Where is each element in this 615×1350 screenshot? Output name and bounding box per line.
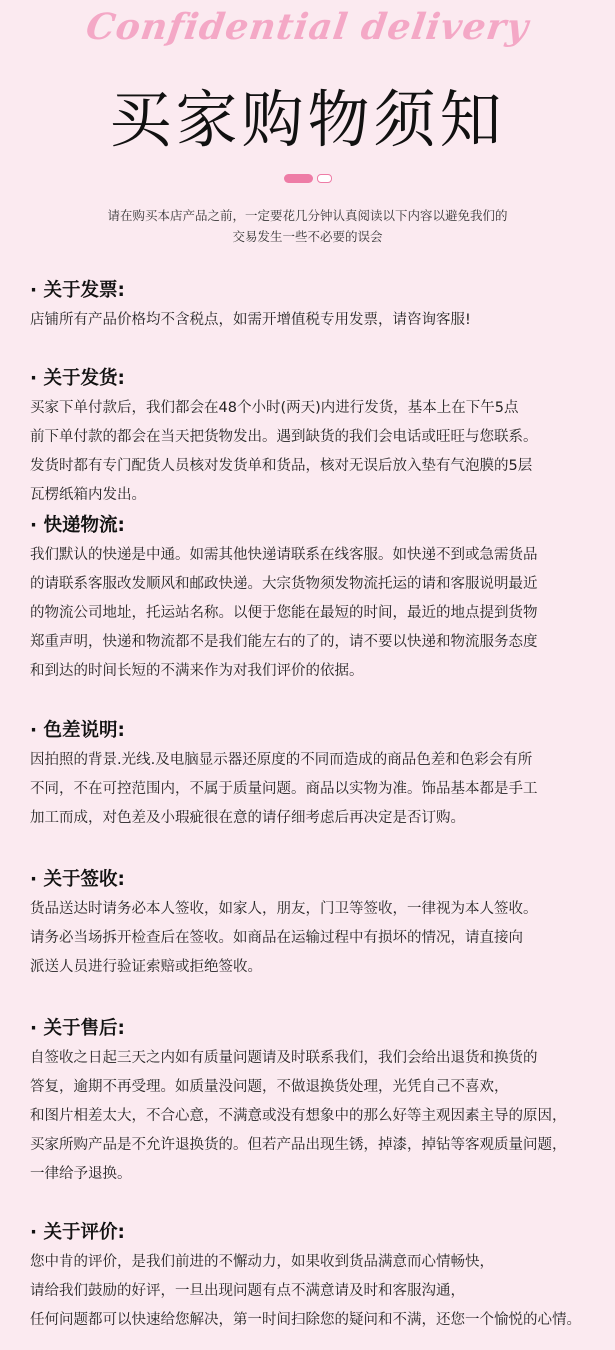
section-line: 任何问题都可以快速给您解决，第一时间扫除您的疑问和不满，还您一个愉悦的心情。 [30, 1312, 581, 1328]
section-line: 发货时都有专门配货人员核对发货单和货品，核对无误后放入垫有气泡膜的5层 [30, 458, 533, 474]
section-reviews [30, 1218, 610, 1335]
intro-line: 交易发生一些不必要的误会 [232, 229, 383, 244]
section-heading: · 色差说明: [30, 720, 125, 741]
section-line: 货品送达时请务必本人签收，如家人，朋友，门卫等签收，一律视为本人签收。 [30, 901, 538, 917]
section-shipping [30, 364, 610, 510]
section-line: 的请联系客服改发顺风和邮政快递。大宗货物须发物流托运的请和客服说明最近 [30, 576, 538, 592]
pagination-dot [317, 174, 332, 183]
section-line: 的物流公司地址，托运站名称。以便于您能在最短的时间，最近的地点提到货物 [30, 605, 538, 621]
page-title: 买家购物须知 [109, 83, 506, 156]
section-line: 派送人员进行验证索赔或拒绝签收。 [30, 959, 262, 975]
header [0, 0, 615, 265]
section-line: 答复，逾期不再受理。如质量没问题，不做退换货处理，光凭自己不喜欢， [30, 1079, 509, 1095]
section-line: 您中肯的评价，是我们前进的不懈动力，如果收到货品满意而心情畅快， [30, 1254, 494, 1270]
section-heading: · 关于发货: [30, 368, 125, 389]
section-line: 我们默认的快递是中通。如需其他快递请联系在线客服。如快递不到或急需货品 [30, 547, 538, 563]
section-invoice [30, 276, 610, 335]
section-line: 和到达的时间长短的不满来作为对我们评价的依据。 [30, 663, 364, 679]
section-line: 请务必当场拆开检查后在签收。如商品在运输过程中有损坏的情况，请直接向 [30, 930, 523, 946]
section-line: 买家下单付款后，我们都会在48个小时(两天)内进行发货，基本上在下午5点 [30, 400, 519, 416]
section-line: 一律给予退换。 [30, 1166, 132, 1182]
section-heading: · 关于签收: [30, 869, 125, 890]
pagination-dot-active [284, 174, 313, 183]
section-heading: · 快递物流: [30, 515, 125, 536]
section-line: 请给我们鼓励的好评，一旦出现问题有点不满意请及时和客服沟通， [30, 1283, 465, 1299]
section-signing [30, 865, 610, 982]
section-line: 自签收之日起三天之内如有质量问题请及时联系我们，我们会给出退货和换货的 [30, 1050, 538, 1066]
intro-text [0, 205, 615, 247]
section-line: 前下单付款的都会在当天把货物发出。遇到缺货的我们会电话或旺旺与您联系。 [30, 429, 538, 445]
section-heading: · 关于售后: [30, 1018, 125, 1039]
section-line: 不同，不在可控范围内，不属于质量问题。商品以实物为准。饰品基本都是手工 [30, 781, 538, 797]
section-line: 店铺所有产品价格均不含税点，如需开增值税专用发票，请咨询客服! [30, 312, 471, 328]
section-logistics [30, 511, 610, 686]
section-line: 和图片相差太大，不合心意，不满意或没有想象中的那么好等主观因素主导的原因， [30, 1108, 567, 1124]
script-title: Confidential delivery [83, 6, 532, 48]
section-color-difference [30, 716, 610, 833]
section-heading: · 关于发票: [30, 280, 125, 301]
pagination-indicator [284, 173, 332, 183]
intro-line: 请在购买本店产品之前，一定要花几分钟认真阅读以下内容以避免我们的 [107, 208, 508, 223]
section-after-sales [30, 1014, 610, 1189]
section-line: 因拍照的背景.光线.及电脑显示器还原度的不同而造成的商品色差和色彩会有所 [30, 752, 533, 768]
section-line: 加工而成，对色差及小瑕疵很在意的请仔细考虑后再决定是否订购。 [30, 810, 465, 826]
section-line: 瓦楞纸箱内发出。 [30, 487, 146, 503]
section-heading: · 关于评价: [30, 1222, 125, 1243]
section-line: 买家所购产品是不允许退换货的。但若产品出现生锈，掉漆，掉钻等客观质量问题， [30, 1137, 567, 1153]
section-line: 郑重声明，快递和物流都不是我们能左右的了的，请不要以快递和物流服务态度 [30, 634, 538, 650]
